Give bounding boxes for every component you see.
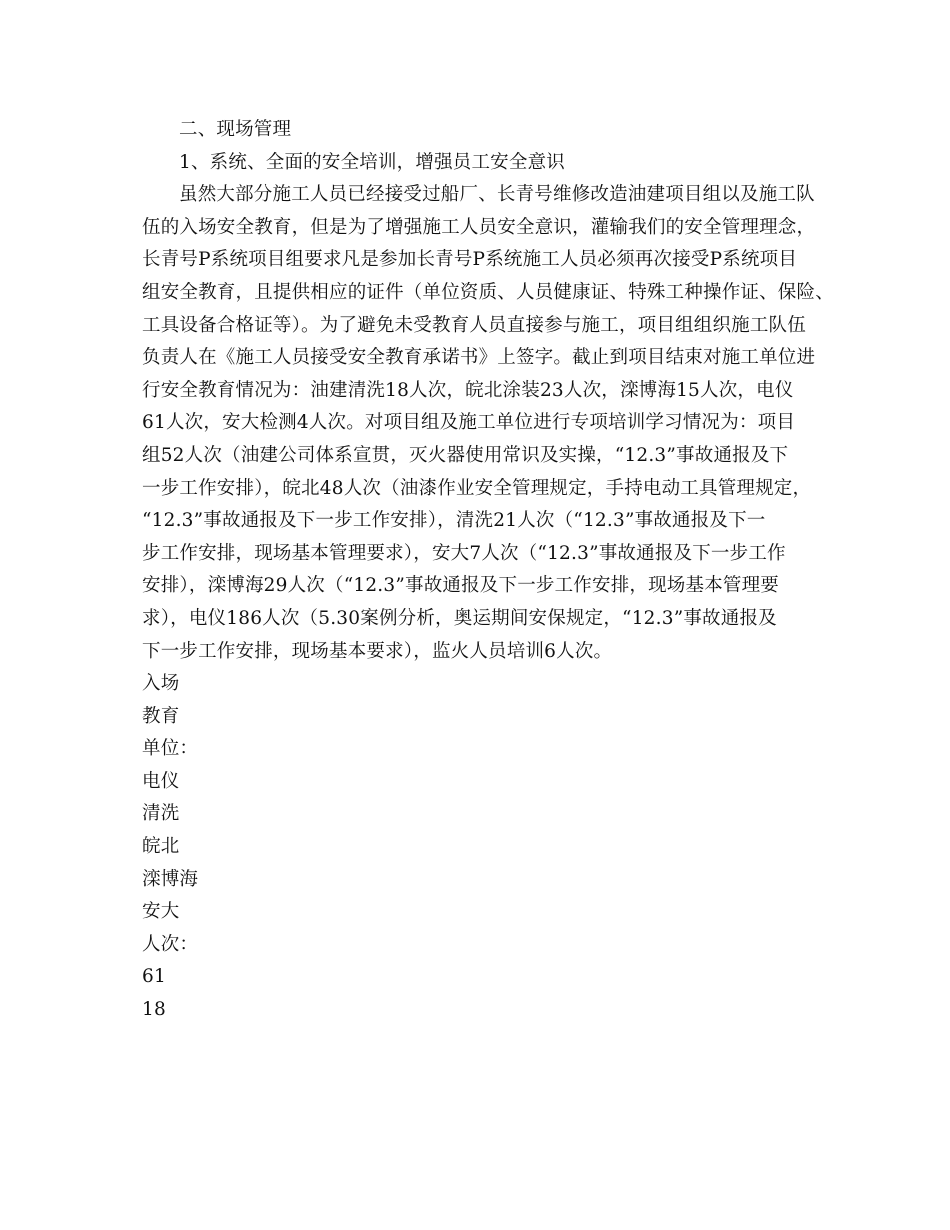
paragraph [142,179,834,668]
table-fragment: 61 [142,966,166,988]
subheading: 1、系统、全面的安全培训，增强员工安全意识 [179,151,565,173]
table-fragment: 安大 [142,901,180,923]
paragraph-line: 一步工作安排），皖北48人次（油漆作业安全管理规定，手持电动工具管理规定， [142,477,812,499]
table-fragment: 滦博海 [142,868,199,890]
paragraph-line: 伍的入场安全教育，但是为了增强施工人员安全意识，灌输我们的安全管理理念， [142,216,816,238]
table-fragment: 清洗 [142,803,180,825]
paragraph-line: 长青号P系统项目组要求凡是参加长青号P系统施工人员必须再次接受P系统项目 [142,249,798,271]
table-fragment: 入场 [142,673,180,695]
table-fragments [142,668,822,1027]
paragraph-line: 求），电仪186人次（5.30案例分析，奥运期间安保规定，“12.3”事故通报及 [142,607,777,629]
paragraph-line: 工具设备合格证等）。为了避免未受教育人员直接参与施工，项目组组织施工队伍 [142,314,806,336]
paragraph-line: 虽然大部分施工人员已经接受过船厂、长青号维修改造油建项目组以及施工队 [179,184,815,206]
paragraph-line: 组52人次（油建公司体系宣贯，灭火器使用常识及实操，“12.3”事故通报及下 [142,444,789,466]
paragraph-line: 行安全教育情况为：油建清洗18人次，皖北涂装23人次，滦博海15人次，电仪 [142,379,794,401]
table-fragment: 单位： [142,738,199,760]
paragraph-line: 步工作安排，现场基本管理要求），安大7人次（“12.3”事故通报及下一步工作 [142,542,786,564]
table-fragment: 18 [142,999,166,1021]
paragraph-line: 安排），滦博海29人次（“12.3”事故通报及下一步工作安排，现场基本管理要 [142,575,780,597]
document-body [142,114,834,1027]
paragraph-line: 61人次，安大检测4人次。对项目组及施工单位进行专项培训学习情况为：项目 [142,412,796,434]
paragraph-line: 组安全教育，且提供相应的证件（单位资质、人员健康证、特殊工种操作证、保险、 [142,281,834,303]
table-fragment: 电仪 [142,770,180,792]
paragraph-line: 负责人在《施工人员接受安全教育承诺书》上签字。截止到项目结束对施工单位进 [142,347,816,369]
section-heading: 二、现场管理 [179,119,292,140]
table-fragment: 皖北 [142,836,180,858]
table-fragment: 人次： [142,933,199,955]
paragraph-line: “12.3”事故通报及下一步工作安排），清洗21人次（“12.3”事故通报及下一 [142,510,766,532]
paragraph-line: 下一步工作安排，现场基本要求），监火人员培训6人次。 [142,640,613,662]
table-fragment: 教育 [142,705,180,727]
